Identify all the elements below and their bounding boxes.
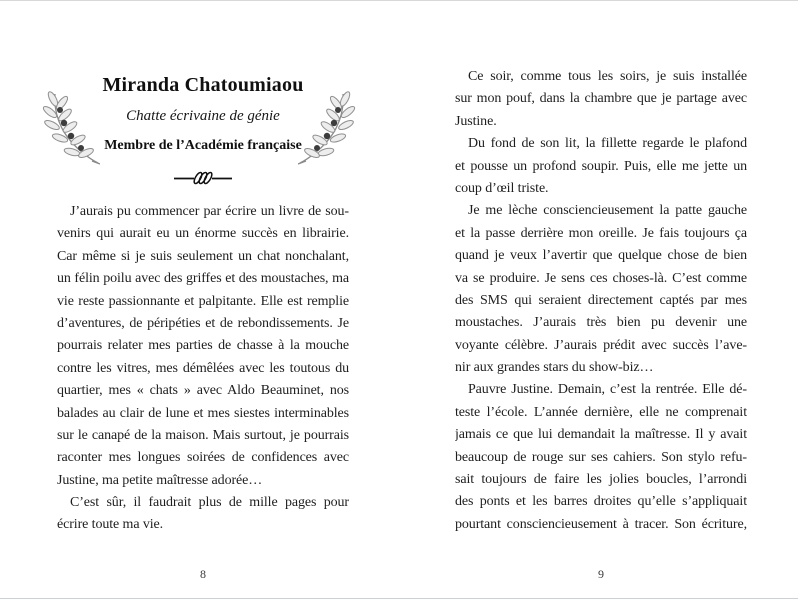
- text-line: et la passe derrière mon oreille. Je fais toujours ça: [455, 225, 747, 241]
- text-line: un félin poilu avec des griffes et des moustaches, ma: [57, 271, 349, 287]
- text-line: va se produire. Je sens ces choses-là. C’est comme: [455, 270, 747, 286]
- text-line: nir aux grandes stars du show-biz…: [455, 360, 654, 376]
- text-line: sur mon pouf, dans la chambre que je partage avec: [455, 91, 747, 107]
- text-line: C’est sûr, il faudrait plus de mille pages pour: [70, 495, 349, 511]
- text-line: jamais ce que lui demandait la maîtresse. Il y avait: [455, 427, 747, 443]
- text-line: teste l’école. L’année dernière, elle ne comprenait: [455, 404, 747, 420]
- text-line: pourrais relater mes parties de chasse à la mouche: [57, 338, 349, 354]
- text-line: sur le canapé de la maison. Mais surtout, je pourrais: [57, 427, 349, 443]
- page-number-left: 8: [200, 567, 206, 581]
- text-line: contre les vitres, mes démêlées avec les toutous du: [57, 360, 349, 376]
- text-line: voyante célèbre. J’aurais prédit avec succès l’ave-: [455, 337, 747, 353]
- text-line: pourtant consciencieusement à tracer. Son écriture,: [455, 516, 747, 532]
- text-line: coup d’œil triste.: [455, 180, 549, 196]
- section-divider: [57, 170, 349, 191]
- text-line: Je me lèche consciencieusement la patte gauche: [468, 203, 747, 219]
- left-page: [57, 0, 349, 601]
- author-subtitle: Chatte écrivaine de génie: [126, 108, 280, 124]
- text-line: écrire toute ma vie.: [57, 517, 164, 533]
- author-affiliation: Membre de l’Académie française: [104, 138, 302, 153]
- chapter-header: [57, 74, 349, 154]
- page-number-right: 9: [598, 567, 604, 581]
- text-line: moustaches. J’aurais très bien pu devenir une: [455, 315, 747, 331]
- text-line: venirs qui aurait eu un énorme succès en librairie.: [57, 226, 349, 242]
- right-page-body-text: [455, 66, 747, 536]
- text-line: des SMS qui seraient directement captés par mes: [455, 292, 747, 308]
- text-line: vie reste passionnante et palpitante. Elle est remplie: [57, 293, 349, 309]
- text-line: Pauvre Justine. Demain, c’est la rentrée. Elle dé-: [468, 382, 747, 398]
- squiggle-divider-icon: [173, 170, 233, 186]
- text-line: d’aventures, de péripéties et de rebondissements. Je: [57, 315, 349, 331]
- text-line: balades au clair de lune et mes siestes interminables: [57, 405, 349, 421]
- text-line: Du fond de son lit, la fillette regarde le plafond: [468, 136, 747, 152]
- text-line: Justine.: [455, 113, 497, 129]
- author-name: Miranda Chatoumiaou: [102, 74, 304, 96]
- text-line: des ponts et les barres droites qu’elle s’appliquait: [455, 494, 747, 510]
- text-line: quand je veux l’avertir que quelque chose de bien: [455, 248, 747, 264]
- text-line: J’aurais pu commencer par écrire un livre de sou-: [70, 204, 349, 219]
- left-page-body-text: [57, 201, 349, 537]
- text-line: Justine, ma petite maîtresse adorée…: [57, 472, 263, 488]
- text-line: sait toujours de faire les jolies boucles, l’arrondi: [455, 472, 747, 488]
- text-line: et pousse un profond soupir. Puis, elle me jette un: [455, 158, 747, 174]
- text-line: Car même si je suis seulement un chat nonchalant,: [57, 248, 349, 264]
- right-page: [455, 0, 747, 601]
- text-line: raconter mes longues soirées de confidences avec: [57, 450, 349, 466]
- text-line: beaucoup de rouge sur ses cahiers. Son stylo refu-: [455, 449, 747, 465]
- text-line: quartier, mes « chats » avec Aldo Beauminet, nos: [57, 383, 349, 399]
- text-line: Ce soir, comme tous les soirs, je suis installée: [468, 69, 747, 84]
